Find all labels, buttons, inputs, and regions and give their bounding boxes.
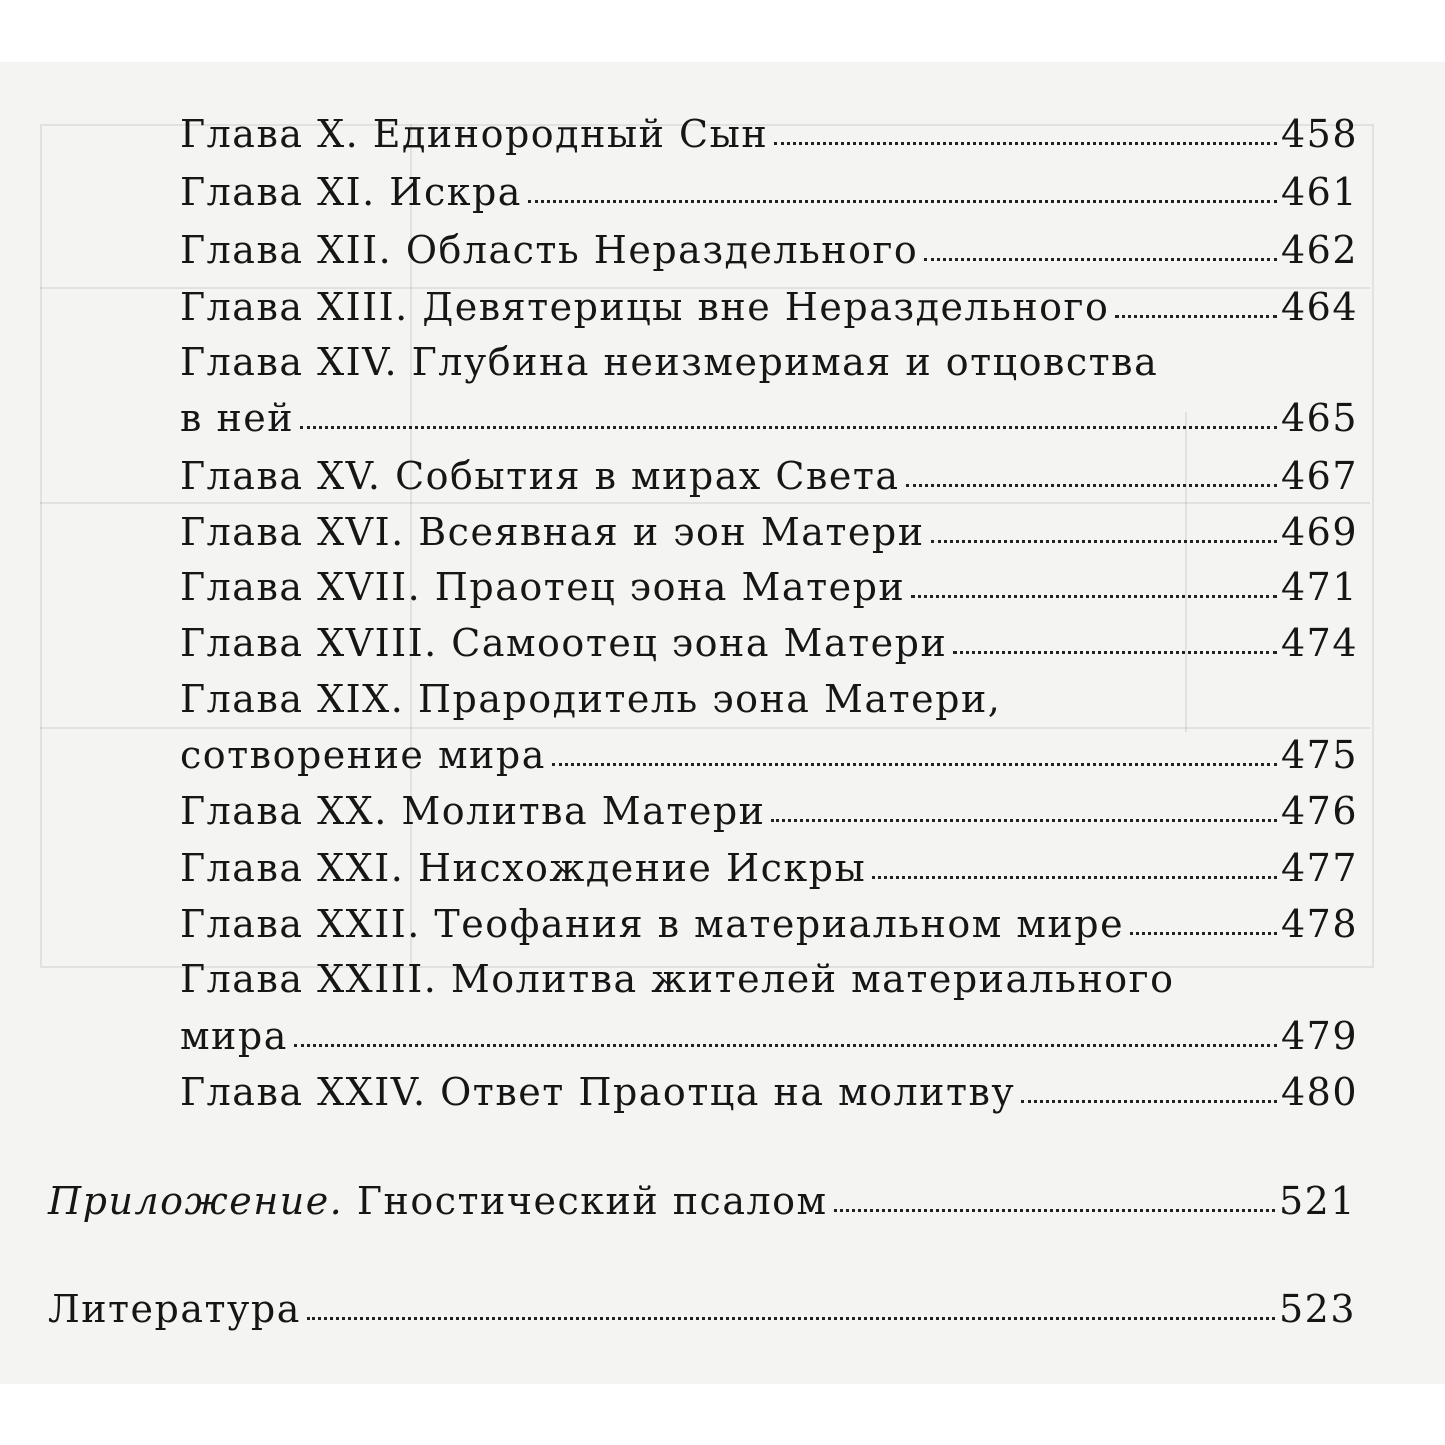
toc-literature-page: 523	[1278, 1287, 1356, 1331]
dot-leader	[300, 426, 1277, 429]
toc-entry	[180, 170, 1358, 214]
toc-entry-continuation	[180, 396, 1358, 440]
toc-entry-page: 461	[1280, 170, 1358, 214]
dot-leader	[911, 595, 1277, 598]
toc-entry-page: 465	[1280, 396, 1358, 440]
appendix-text: Гностический псалом	[343, 1179, 828, 1223]
toc-entry-title: Глава XIII. Девятерицы вне Нераздельного	[180, 285, 1110, 329]
toc-entry-title: Глава XVII. Праотец эона Матери	[180, 565, 906, 609]
toc-entry-page: 464	[1280, 285, 1358, 329]
toc-entry	[180, 565, 1358, 609]
toc-entry-title: Глава XIV. Глубина неизмеримая и отцовства	[180, 340, 1159, 384]
toc-entry-title: Глава XXIV. Ответ Праотца на молитву	[180, 1070, 1016, 1114]
toc-appendix-title	[48, 1179, 832, 1223]
toc-entry	[180, 846, 1358, 890]
book-page	[0, 62, 1445, 1384]
toc-entry-page: 480	[1280, 1070, 1358, 1114]
dot-leader	[774, 142, 1277, 145]
toc-entry	[180, 677, 1358, 721]
dot-leader	[307, 1317, 1275, 1320]
toc-entry	[180, 454, 1358, 498]
toc-entry-page: 476	[1280, 789, 1358, 833]
toc-entry	[180, 285, 1358, 329]
toc-entry	[180, 340, 1358, 384]
toc-entry-title: Глава XIX. Прародитель эона Матери,	[180, 677, 1002, 721]
toc-entry-page: 467	[1280, 454, 1358, 498]
toc-entry-page: 458	[1280, 112, 1358, 156]
toc-entry-page: 471	[1280, 565, 1358, 609]
toc-entry-page: 474	[1280, 621, 1358, 665]
dot-leader	[906, 484, 1277, 487]
toc-entry	[180, 112, 1358, 156]
page-margin-bottom	[0, 1384, 1445, 1445]
toc-appendix-page: 521	[1278, 1179, 1356, 1223]
toc-entry-title: Глава XXII. Теофания в материальном мире	[180, 902, 1125, 946]
toc-entry	[180, 902, 1358, 946]
toc-entry-title: в ней	[180, 396, 295, 440]
dot-leader	[294, 1044, 1277, 1047]
appendix-label: Приложение.	[48, 1179, 344, 1223]
dot-leader	[953, 651, 1277, 654]
dot-leader	[771, 819, 1276, 822]
toc-entry	[180, 621, 1358, 665]
toc-entry	[180, 510, 1358, 554]
toc-entry-page: 462	[1280, 228, 1358, 272]
toc-entry-title: Глава XI. Искра	[180, 170, 522, 214]
toc-entry-continuation	[180, 733, 1358, 777]
toc-entry-page: 469	[1280, 510, 1358, 554]
toc-entry-title: Глава XVI. Всеявная и эон Матери	[180, 510, 925, 554]
dot-leader	[924, 258, 1277, 261]
toc-entry	[180, 228, 1358, 272]
dot-leader	[931, 540, 1277, 543]
dot-leader	[872, 876, 1277, 879]
toc-entry-title: Глава X. Единородный Сын	[180, 112, 769, 156]
dot-leader	[1115, 315, 1277, 318]
toc-entry	[180, 789, 1358, 833]
toc-entry-title: сотворение мира	[180, 733, 546, 777]
dot-leader	[528, 200, 1277, 203]
dot-leader	[552, 763, 1277, 766]
dot-leader	[1130, 932, 1277, 935]
toc-entry	[180, 1070, 1358, 1114]
toc-entry-page: 475	[1280, 733, 1358, 777]
dot-leader	[834, 1209, 1275, 1212]
toc-entry-title: Глава XX. Молитва Матери	[180, 789, 766, 833]
toc-entry-page: 478	[1280, 902, 1358, 946]
dot-leader	[1021, 1100, 1277, 1103]
table-of-contents	[0, 62, 1445, 1384]
toc-literature	[48, 1287, 1356, 1331]
toc-appendix	[48, 1179, 1356, 1223]
toc-entry-page: 477	[1280, 846, 1358, 890]
toc-entry-title: Глава XXI. Нисхождение Искры	[180, 846, 867, 890]
toc-entry-page: 479	[1280, 1014, 1358, 1058]
toc-entry-title: Глава XV. События в мирах Света	[180, 454, 900, 498]
toc-entry-title: Глава XVIII. Самоотец эона Матери	[180, 621, 948, 665]
toc-literature-title: Литература	[48, 1287, 301, 1331]
toc-entry-title: Глава XXIII. Молитва жителей материального	[180, 957, 1175, 1001]
toc-entry-title: Глава XII. Область Нераздельного	[180, 228, 919, 272]
toc-entry-title: мира	[180, 1014, 288, 1058]
toc-entry-continuation	[180, 1014, 1358, 1058]
toc-entry	[180, 957, 1358, 1001]
